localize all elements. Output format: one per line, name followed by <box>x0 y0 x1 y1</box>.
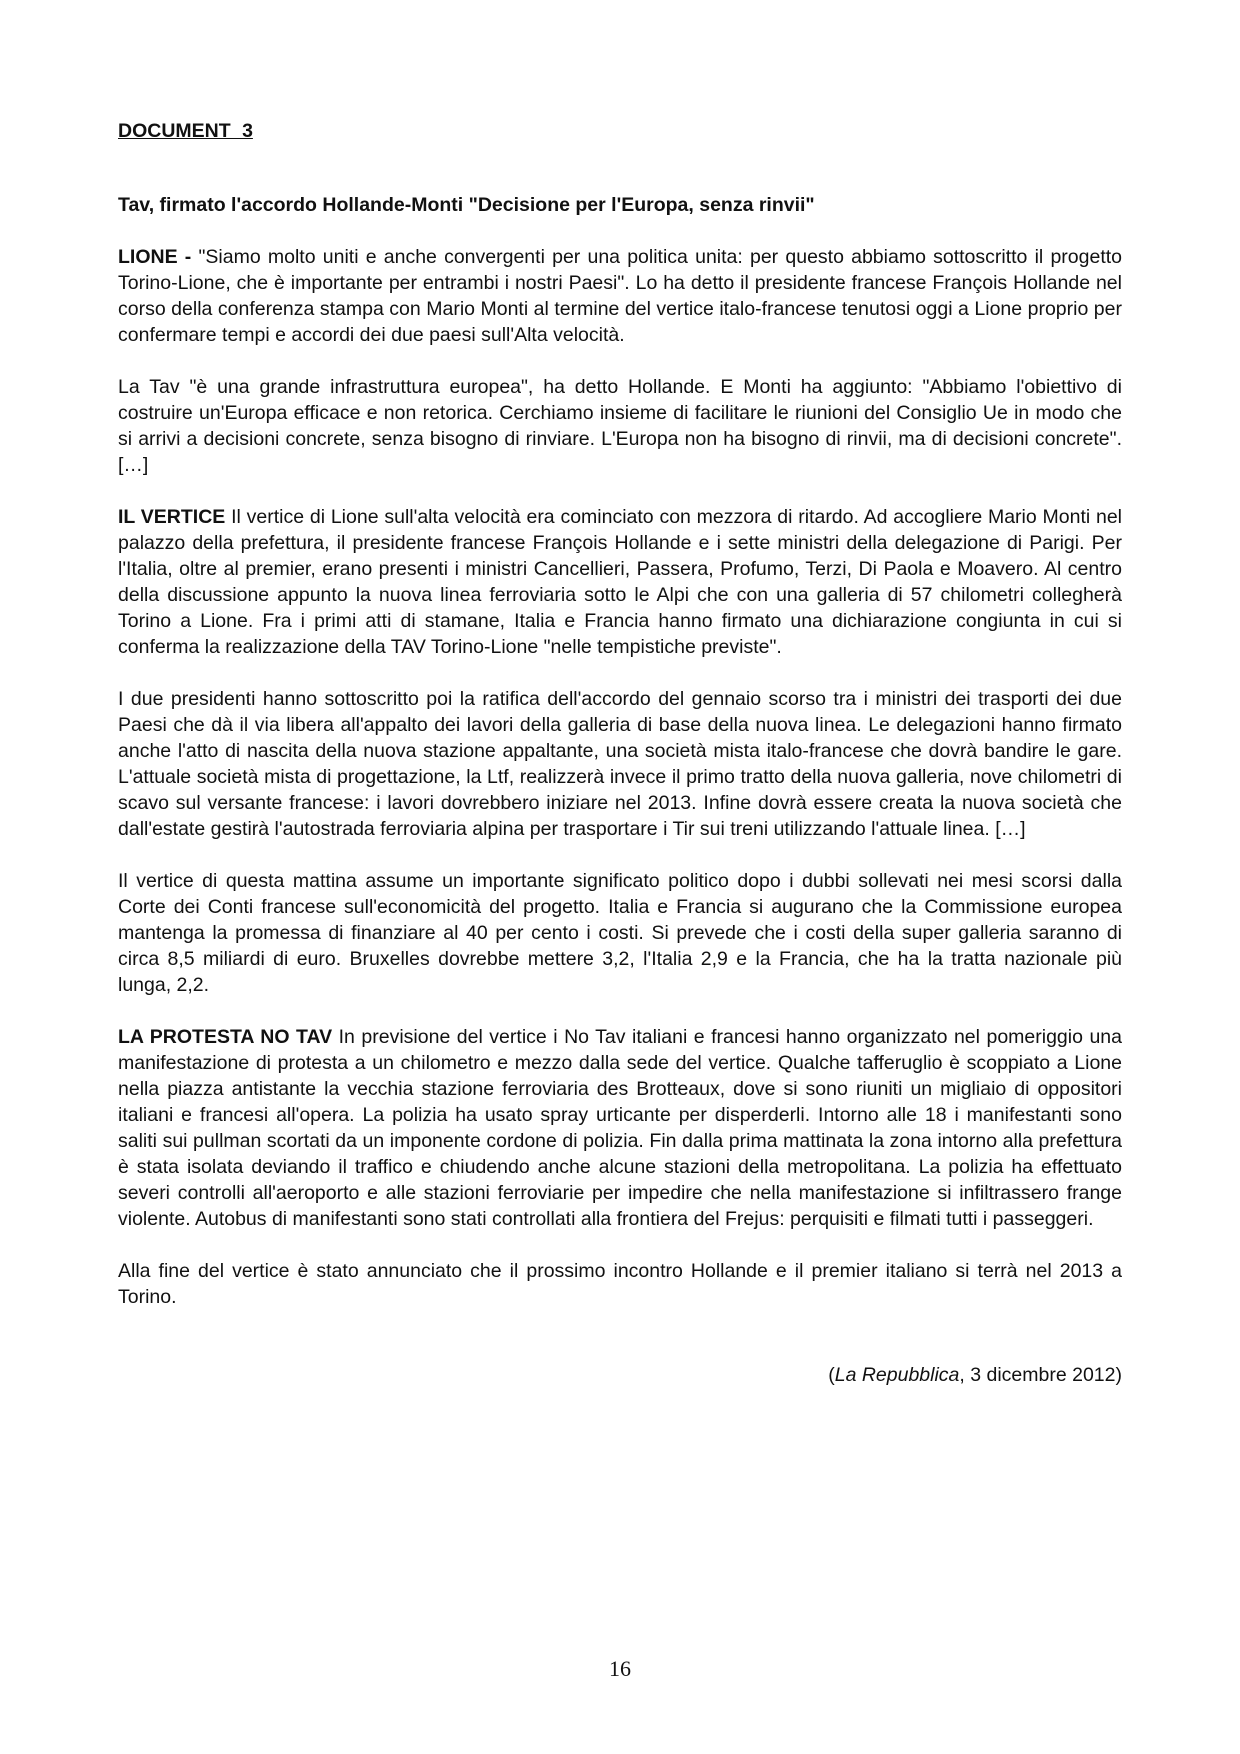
article-headline: Tav, firmato l'accordo Hollande-Monti "Decisione per l'Europa, senza rinvii" <box>118 194 815 216</box>
paragraph-lione <box>118 244 1122 348</box>
paragraph-conclusione <box>118 1258 1122 1310</box>
paragraph-text: In previsione del vertice i No Tav italiani e francesi hanno organizzato nel pomeriggio una manifestazione di protesta a un chilometro e mezzo dalla sede del vertice. Qualche tafferuglio è scoppiato a Lione nella piazza antistante la vecchia stazione ferroviaria des Brotteaux, dove si sono riuniti un migliaio di oppositori italiani e francesi all'opera. La polizia ha usato spray urticante per disperderli. Intorno alle 18 i manifestanti sono saliti sui pullman scortati da un imponente cordone di polizia. Fin dalla prima mattinata la zona intorno alla prefettura è stata isolata deviando il traffico e chiudendo anche alcune stazioni della metropolitana. La polizia ha effettuato severi controlli all'aeroporto e alle stazioni ferroviarie per impedire che nella manifestazione si infiltrassero frange violente. Autobus di manifestanti sono stati controllati alla frontiera del Frejus: perquisiti e filmati tutti i passeggeri. <box>118 1026 1122 1230</box>
citation-source: La Repubblica <box>834 1364 960 1386</box>
paragraph-text: Alla fine del vertice è stato annunciato che il prossimo incontro Hollande e il premier italiano si terrà nel 2013 a Torino. <box>118 1260 1122 1308</box>
paragraph-text: I due presidenti hanno sottoscritto poi la ratifica dell'accordo del gennaio scorso tra i ministri dei trasporti dei due Paesi che dà il via libera all'appalto dei lavori della galleria di base della nuova linea. Le delegazioni hanno firmato anche l'atto di nascita della nuova stazione appaltante, una società mista italo-francese che dovrà bandire le gare. L'attuale società mista di progettazione, la Ltf, realizzerà invece il primo tratto della nuova galleria, nove chilometri di scavo sul versante francese: i lavori dovrebbero iniziare nel 2013. Infine dovrà essere creata la nuova società che dall'estate gestirà l'autostrada ferroviaria alpina per trasportare i Tir sui treni utilizzando l'attuale linea. […] <box>118 688 1122 840</box>
citation-date: , 3 dicembre 2012) <box>959 1364 1122 1386</box>
paragraph-protesta <box>118 1024 1122 1232</box>
paragraph-significato <box>118 868 1122 998</box>
paragraph-text: Il vertice di questa mattina assume un importante significato politico dopo i dubbi sollevati nei mesi scorsi dalla Corte dei Conti francese sull'economicità del progetto. Italia e Francia si augurano che la Commissione europea mantenga la promessa di finanziare al 40 per cento i costi. Si prevede che i costi della super galleria saranno di circa 8,5 miliardi di euro. Bruxelles dovrebbe mettere 3,2, l'Italia 2,9 e la Francia, che ha la tratta nazionale più lunga, 2,2. <box>118 870 1122 996</box>
paragraph-lead: LIONE - <box>118 246 199 268</box>
document-page <box>118 118 1122 1388</box>
paragraph-text: "Siamo molto uniti e anche convergenti per una politica unita: per questo abbiamo sottoscritto il progetto Torino-Lione, che è importante per entrambi i nostri Paesi". Lo ha detto il presidente francese François Hollande nel corso della conferenza stampa con Mario Monti al termine del vertice italo-francese tenutosi oggi a Lione proprio per confermare tempi e accordi dei due paesi sull'Alta velocità. <box>118 246 1123 346</box>
paragraph-text: La Tav "è una grande infrastruttura europea", ha detto Hollande. E Monti ha aggiunto: "Abbiamo l'obiettivo di costruire un'Europa efficace e non retorica. Cerchiamo insieme di facilitare le riunioni del Consiglio Ue in modo che si arrivi a decisioni concrete, senza bisogno di rinviare. L'Europa non ha bisogno di rinvii, ma di decisioni concrete". […] <box>118 376 1122 476</box>
page-number: 16 <box>609 1656 631 1681</box>
paragraph-lead: IL VERTICE <box>118 506 232 528</box>
source-citation <box>118 1362 1122 1388</box>
paragraph-monti-quote <box>118 374 1122 478</box>
document-label: DOCUMENT 3 <box>118 120 253 142</box>
paragraph-lead: LA PROTESTA NO TAV <box>118 1026 339 1048</box>
citation-open: ( <box>828 1364 835 1386</box>
paragraph-text: Il vertice di Lione sull'alta velocità era cominciato con mezzora di ritardo. Ad accogliere Mario Monti nel palazzo della prefettura, il presidente francese François Hollande e i sette ministri della delegazione di Parigi. Per l'Italia, oltre al premier, erano presenti i ministri Cancellieri, Passera, Profumo, Terzi, Di Paola e Moavero. Al centro della discussione appunto la nuova linea ferroviaria sotto le Alpi che con una galleria di 57 chilometri collegherà Torino a Lione. Fra i primi atti di stamane, Italia e Francia hanno firmato una dichiarazione congiunta in cui si conferma la realizzazione della TAV Torino-Lione "nelle tempistiche previste". <box>118 506 1123 658</box>
paragraph-ratifica <box>118 686 1122 842</box>
paragraph-il-vertice <box>118 504 1122 660</box>
